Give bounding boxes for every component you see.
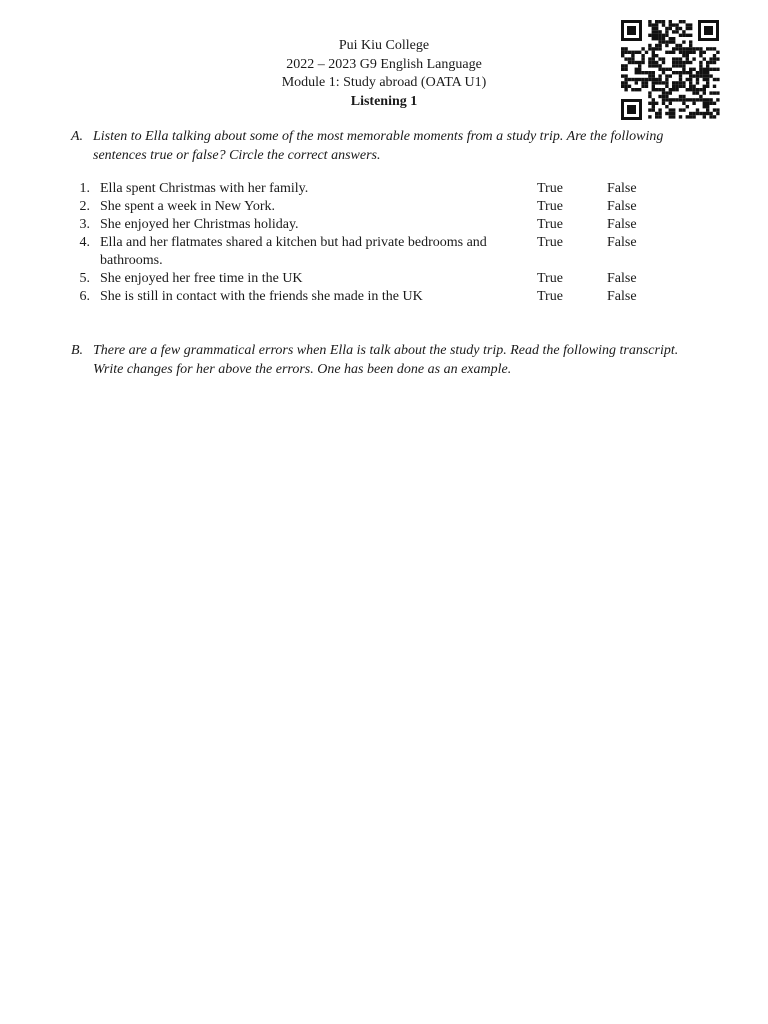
question-text: Ella and her flatmates shared a kitchen but had private bedrooms and bathrooms.	[100, 235, 487, 268]
section-b-letter: B.	[71, 343, 84, 358]
section-b-instruction: There are a few grammatical errors when Ella is talk about the study trip. Read the following transcript. Write changes for her above the errors. One has been done as an example.	[93, 343, 679, 377]
question-number: 1.	[79, 181, 90, 196]
false-option[interactable]: False	[607, 235, 637, 250]
section-a-instruction: Listen to Ella talking about some of the most memorable moments from a study trip. Are the following sentences true or false? Circle the correct answers.	[93, 129, 664, 163]
true-false-list	[70, 180, 670, 306]
false-option[interactable]: False	[607, 289, 637, 304]
qr-code-icon	[619, 18, 721, 122]
question-text: She enjoyed her Christmas holiday.	[100, 217, 299, 232]
section-b	[71, 341, 691, 379]
question-number: 3.	[79, 217, 90, 232]
false-option[interactable]: False	[607, 217, 637, 232]
question-text: She is still in contact with the friends she made in the UK	[100, 289, 423, 304]
true-option[interactable]: True	[537, 181, 563, 196]
list-item	[70, 270, 670, 288]
school-name: Pui Kiu College	[338, 38, 430, 53]
section-a-letter: A.	[71, 129, 84, 144]
true-option[interactable]: True	[537, 271, 563, 286]
true-option[interactable]: True	[537, 217, 563, 232]
question-number: 5.	[79, 271, 90, 286]
list-item	[70, 288, 670, 306]
question-text: She enjoyed her free time in the UK	[100, 271, 303, 286]
question-text: She spent a week in New York.	[100, 199, 275, 214]
section-a	[71, 127, 691, 165]
true-option[interactable]: True	[537, 199, 563, 214]
false-option[interactable]: False	[607, 199, 637, 214]
course-title: 2022 – 2023 G9 English Language	[286, 56, 482, 72]
module-title: Module 1: Study abroad (OATA U1)	[281, 75, 487, 90]
list-item	[70, 198, 670, 216]
question-number: 6.	[79, 289, 90, 304]
false-option[interactable]: False	[607, 271, 637, 286]
page-title: Listening 1	[350, 93, 418, 109]
question-text: Ella spent Christmas with her family.	[100, 181, 309, 196]
question-number: 2.	[79, 199, 90, 214]
false-option[interactable]: False	[607, 181, 637, 196]
true-option[interactable]: True	[537, 289, 563, 304]
list-item	[70, 216, 670, 234]
list-item	[70, 180, 670, 198]
question-number: 4.	[79, 235, 90, 250]
true-option[interactable]: True	[537, 235, 563, 250]
list-item	[70, 234, 670, 270]
